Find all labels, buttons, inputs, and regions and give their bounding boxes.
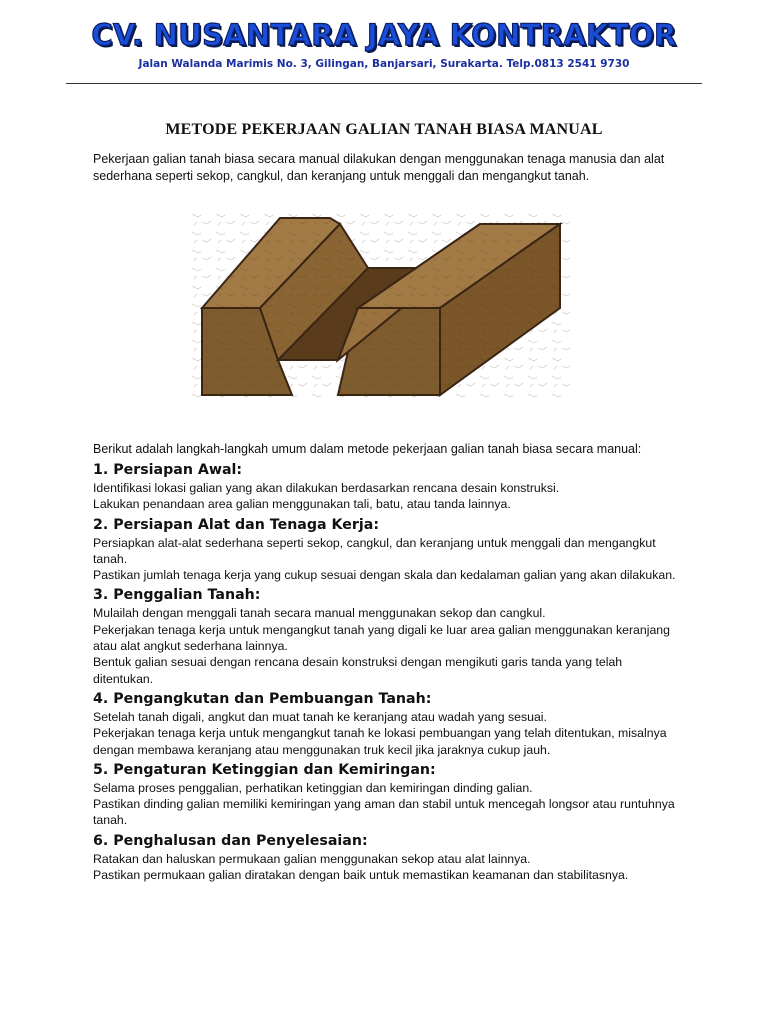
step-text: Pekerjakan tenaga kerja untuk mengangkut tanah yang digali ke luar area galian menggunakan keranjang atau alat angkut sederhana lainnya. [93,622,670,654]
step-heading: 4. Pengangkutan dan Pembuangan Tanah: [93,690,432,707]
letterhead-divider [66,83,702,84]
step-text: Mulailah dengan menggali tanah secara manual menggunakan sekop dan cangkul. [93,606,546,621]
step-heading: 5. Pengaturan Ketinggian dan Kemiringan: [93,761,436,778]
step-heading: 6. Penghalusan dan Penyelesaian: [93,832,368,849]
step-heading: 3. Penggalian Tanah: [93,587,261,604]
document-title: METODE PEKERJAAN GALIAN TANAH BIASA MANUAL [165,121,603,138]
step-text: Identifikasi lokasi galian yang akan dilakukan berdasarkan rencana desain konstruksi. [93,481,560,495]
step-heading: 1. Persiapan Awal: [93,462,243,478]
intro-paragraph: Pekerjaan galian tanah biasa secara manual dilakukan dengan menggunakan tenaga manusia dan alat sederhana seperti sekop, cangkul, dan keranjang untuk menggali dan mengangkut tanah. [93,152,665,183]
step-block [93,689,683,758]
step-block [93,585,683,686]
step-text: Pastikan dinding galian memiliki kemiringan yang aman dan stabil untuk mencegah longsor atau runtuhnya tanah. [93,797,675,828]
step-text: Lakukan penandaan area galian menggunakan tali, batu, atau tanda lainnya. [93,497,511,512]
company-name: CV. NUSANTARA JAYA KONTRAKTOR [91,18,677,52]
steps-section [93,441,683,883]
step-text: Bentuk galian sesuai dengan rencana desain konstruksi dengan mengikuti garis tanda yang telah ditentukan. [93,655,623,686]
step-block [93,460,683,513]
step-block [93,515,683,584]
step-text: Selama proses penggalian, perhatikan ketinggian dan kemiringan dinding galian. [93,780,533,795]
company-address: Jalan Walanda Marimis No. 3, Gilingan, Banjarsari, Surakarta. Telp.0813 2541 9730 [138,58,630,70]
steps-list [93,460,683,883]
step-text: Pastikan permukaan galian diratakan dengan baik untuk memastikan keamanan dan stabilitasnya. [93,868,629,883]
step-block [93,760,683,829]
step-text: Pekerjakan tenaga kerja untuk mengangkut tanah ke lokasi pembuangan yang telah ditentukan, misalnya dengan membawa keranjang atau menggunakan truk kecil jika jaraknya cukup jauh. [93,726,667,757]
step-heading: 2. Persiapan Alat dan Tenaga Kerja: [93,516,380,533]
steps-lead: Berikut adalah langkah-langkah umum dalam metode pekerjaan galian tanah biasa secara manual: [93,442,642,456]
step-text: Ratakan dan haluskan permukaan galian menggunakan sekop atau alat lainnya. [93,851,531,866]
step-text: Setelah tanah digali, angkut dan muat tanah ke keranjang atau wadah yang sesuai. [93,709,547,724]
step-text: Pastikan jumlah tenaga kerja yang cukup sesuai dengan skala dan kedalaman galian yang akan dilakukan. [93,568,676,583]
trench-illustration [190,210,570,400]
step-text: Persiapkan alat-alat sederhana seperti sekop, cangkul, dan keranjang untuk menggali dan mengangkut tanah. [93,535,656,566]
step-block [93,831,683,884]
